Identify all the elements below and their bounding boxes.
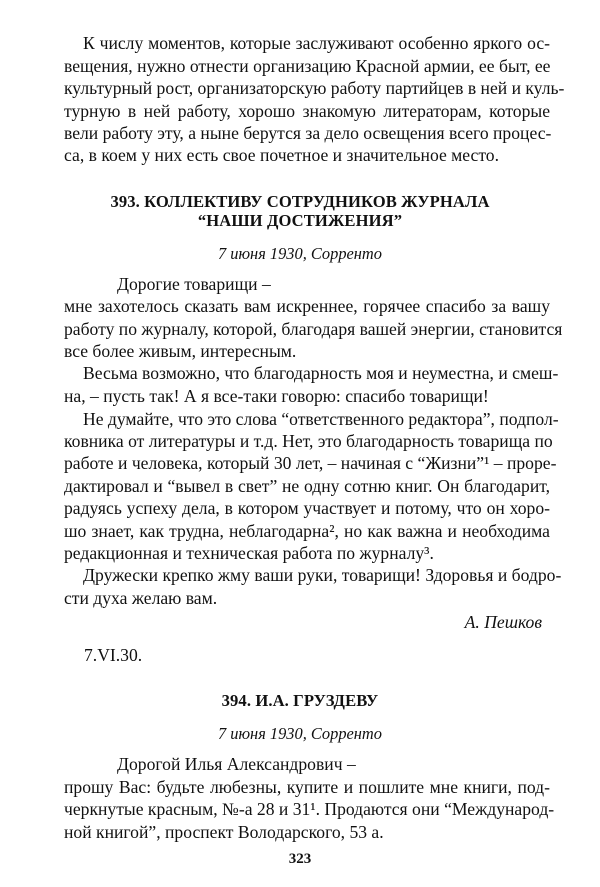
text-line: на, – пусть так! А я все-таки говорю: спасибо товарищи! bbox=[64, 386, 489, 407]
page-number: 323 bbox=[288, 851, 312, 868]
text-line: ковника от литературы и т.д. Нет, это благодарность товарища по bbox=[64, 431, 553, 452]
text-line: ной книгой”, проспект Володарского, 53 а. bbox=[64, 822, 384, 842]
letter-394-date: 7 июня 1930, Сорренто bbox=[218, 723, 382, 743]
text-line: турную в ней работу, хорошо знакомую литераторам, которые bbox=[64, 101, 550, 122]
text-line: Дружески крепко жму ваши руки, товарищи! Здоровья и бодро- bbox=[83, 565, 562, 586]
letter-393-dateline: 7.VI.30. bbox=[84, 644, 143, 665]
text-line: Весьма возможно, что благодарность моя и неуместна, и смеш- bbox=[83, 363, 559, 384]
letter-393-heading-line1: 393. КОЛЛЕКТИВУ СОТРУДНИКОВ ЖУРНАЛА bbox=[110, 191, 490, 211]
text-line: прошу Вас: будьте любезны, купите и пошлите мне книги, под- bbox=[64, 776, 550, 797]
letter-393-salutation: Дорогие товарищи – bbox=[117, 273, 271, 294]
text-line: все более живым, интересным. bbox=[64, 340, 297, 361]
letter-393-date: 7 июня 1930, Сорренто bbox=[218, 243, 382, 263]
text-line: мне захотелось сказать вам искреннее, горячее спасибо за вашу bbox=[64, 296, 550, 317]
text-line: са, в коем у них есть свое почетное и значительное место. bbox=[64, 145, 500, 166]
text-line: вели работу эту, а ныне берутся за дело освещения всего процес- bbox=[64, 122, 552, 143]
text-line: работе и человека, который 30 лет, – начиная с “Жизни”¹ – проре- bbox=[64, 453, 557, 473]
text-line: редакционная и техническая работа по журналу³. bbox=[64, 542, 434, 563]
text-line: черкнутые красным, №-а 28 и 31¹. Продаются они “Международ- bbox=[64, 799, 555, 820]
letter-394-heading: 394. И.А. ГРУЗДЕВУ bbox=[221, 690, 379, 710]
text-line: культурный рост, организаторскую работу партийцев в ней и куль- bbox=[64, 78, 565, 99]
letter-393-heading-line2: “НАШИ ДОСТИЖЕНИЯ” bbox=[197, 210, 403, 230]
text-line: сти духа желаю вам. bbox=[64, 588, 218, 608]
text-line: вещения, нужно отнести организацию Красной армии, ее быт, ее bbox=[64, 55, 551, 76]
letter-394-salutation: Дорогой Илья Александрович – bbox=[117, 754, 356, 775]
text-line: работу по журналу, которой, благодаря вашей энергии, становится bbox=[64, 319, 563, 340]
text-line: К числу моментов, которые заслуживают особенно яркого ос- bbox=[83, 33, 550, 54]
letter-393-signature: А. Пешков bbox=[464, 611, 542, 632]
text-line: шо знает, как трудна, неблагодарна², но как важна и необходима bbox=[64, 521, 550, 541]
text-line: Не думайте, что это слова “ответственного редактора”, подпол- bbox=[83, 408, 559, 429]
text-line: дактировал и “вывел в свет” не одну сотню книг. Он благодарит, bbox=[64, 475, 550, 496]
text-line: радуясь успеху дела, в котором участвует и потому, что он хоро- bbox=[64, 498, 550, 519]
